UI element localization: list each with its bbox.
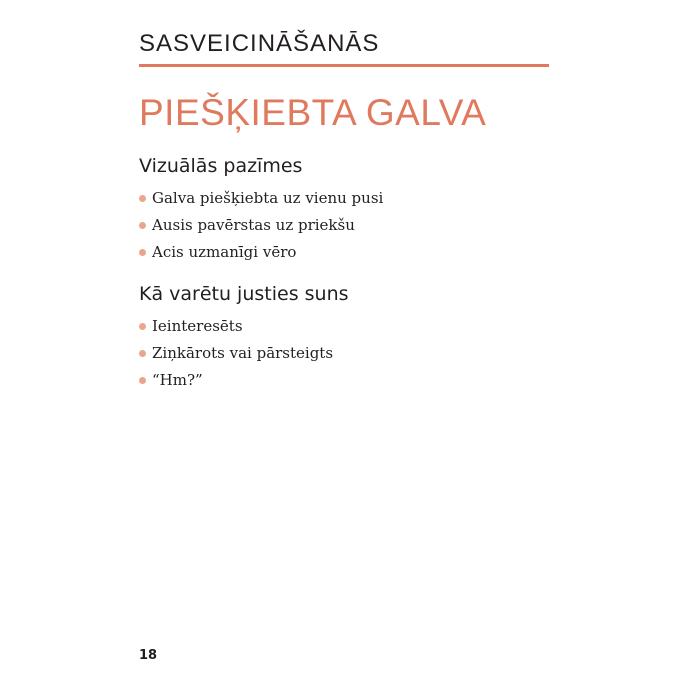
list-item <box>139 239 559 266</box>
dog-feelings-list <box>139 313 559 394</box>
bullet-dot-icon <box>139 323 146 330</box>
bullet-dot-icon <box>139 350 146 357</box>
bullet-dot-icon <box>139 222 146 229</box>
list-item-text: Ausis pavērstas uz priekšu <box>152 216 355 234</box>
dog-feelings-section <box>139 283 559 394</box>
list-item-text: Acis uzmanīgi vēro <box>152 243 297 261</box>
bullet-dot-icon <box>139 195 146 202</box>
section-label: SASVEICINĀŠANĀS <box>139 30 380 57</box>
bullet-dot-icon <box>139 249 146 256</box>
list-item-text: Galva piešķiebta uz vienu pusi <box>152 189 384 207</box>
list-item <box>139 313 559 340</box>
visual-signs-heading: Vizuālās pazīmes <box>139 155 303 177</box>
list-item <box>139 367 559 394</box>
dog-feelings-heading: Kā varētu justies suns <box>139 283 349 305</box>
page-number: 18 <box>139 648 158 663</box>
header-divider <box>139 64 549 67</box>
visual-signs-section <box>139 155 559 266</box>
list-item-text: “Hm?” <box>152 371 203 389</box>
page-title: PIEŠĶIEBTA GALVA <box>139 92 487 133</box>
visual-signs-list <box>139 185 559 266</box>
list-item-text: Ieinteresēts <box>152 317 243 335</box>
list-item-text: Ziņkārots vai pārsteigts <box>152 344 334 362</box>
list-item <box>139 340 559 367</box>
list-item <box>139 185 559 212</box>
list-item <box>139 212 559 239</box>
bullet-dot-icon <box>139 377 146 384</box>
